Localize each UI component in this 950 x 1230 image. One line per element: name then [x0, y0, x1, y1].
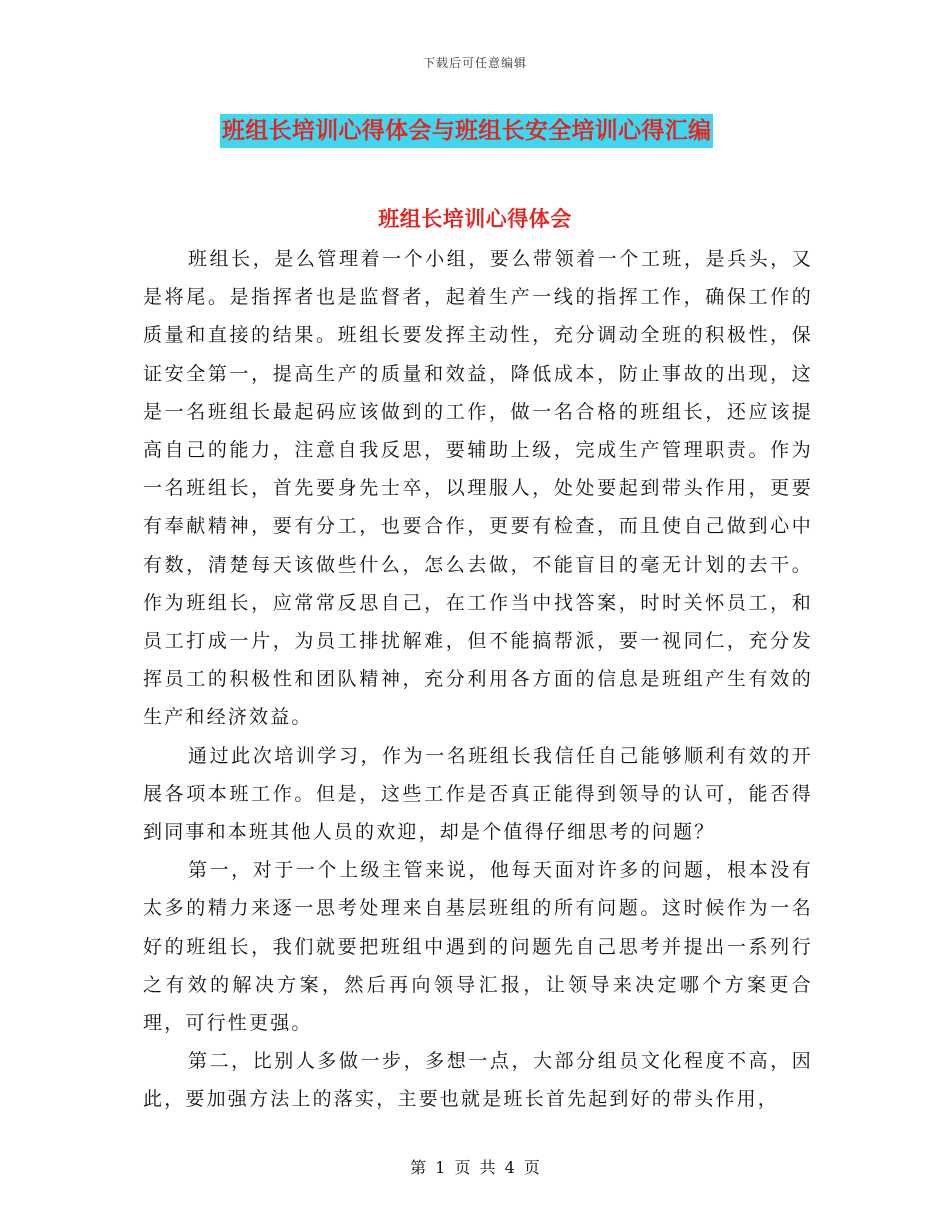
- paragraph: 班组长，是么管理着一个小组，要么带领着一个工班，是兵头，又是将尾。是指挥者也是监督者，起着生产一线的指挥工作，确保工作的质量和直接的结果。班组长要发挥主动性，充分调动全班的积极性，保证安全第一，提高生产的质量和效益，降低成本，防止事故的出现，这是一名班组长最起码应该做到的工作，做一名合格的班组长，还应该提高自己的能力，注意自我反思，要辅助上级，完成生产管理职责。作为一名班组长，首先要身先士卒，以理服人，处处要起到带头作用，更要有奉献精神，要有分工，也要合作，更要有检查，而且使自己做到心中有数，清楚每天该做些什么，怎么去做，不能盲目的毫无计划的去干。作为班组长，应常常反思自己，在工作当中找答案，时时关怀员工，和员工打成一片，为员工排扰解难，但不能搞帮派，要一视同仁，充分发挥员工的积极性和团队精神，充分利用各方面的信息是班组产生有效的生产和经济效益。: [143, 248, 813, 729]
- body-text: [143, 240, 813, 1119]
- paragraph: 第一，对于一个上级主管来说，他每天面对许多的问题，根本没有太多的精力来逐一思考处理来自基层班组的所有问题。这时候作为一名好的班组长，我们就要把班组中遇到的问题先自己思考并提出一系列行之有效的解决方案，然后再向领导汇报，让领导来决定哪个方案更合理，可行性更强。: [143, 859, 813, 1035]
- document-title: 班组长培训心得体会与班组长安全培训心得汇编: [220, 114, 713, 148]
- section-title: 班组长培训心得体会: [378, 206, 572, 231]
- paragraph: 第二，比别人多做一步，多想一点，大部分组员文化程度不高，因此，要加强方法上的落实，主要也就是班长首先起到好的带头作用，: [143, 1050, 813, 1111]
- paragraph: 通过此次培训学习，作为一名班组长我信任自己能够顺利有效的开展各项本班工作。但是，这些工作是否真正能得到领导的认可，能否得到同事和本班其他人员的欢迎，却是个值得仔细思考的问题？: [143, 744, 813, 844]
- header-note: 下载后可任意编辑: [422, 56, 527, 70]
- page-footer: 第 1 页 共 4 页: [410, 1158, 540, 1177]
